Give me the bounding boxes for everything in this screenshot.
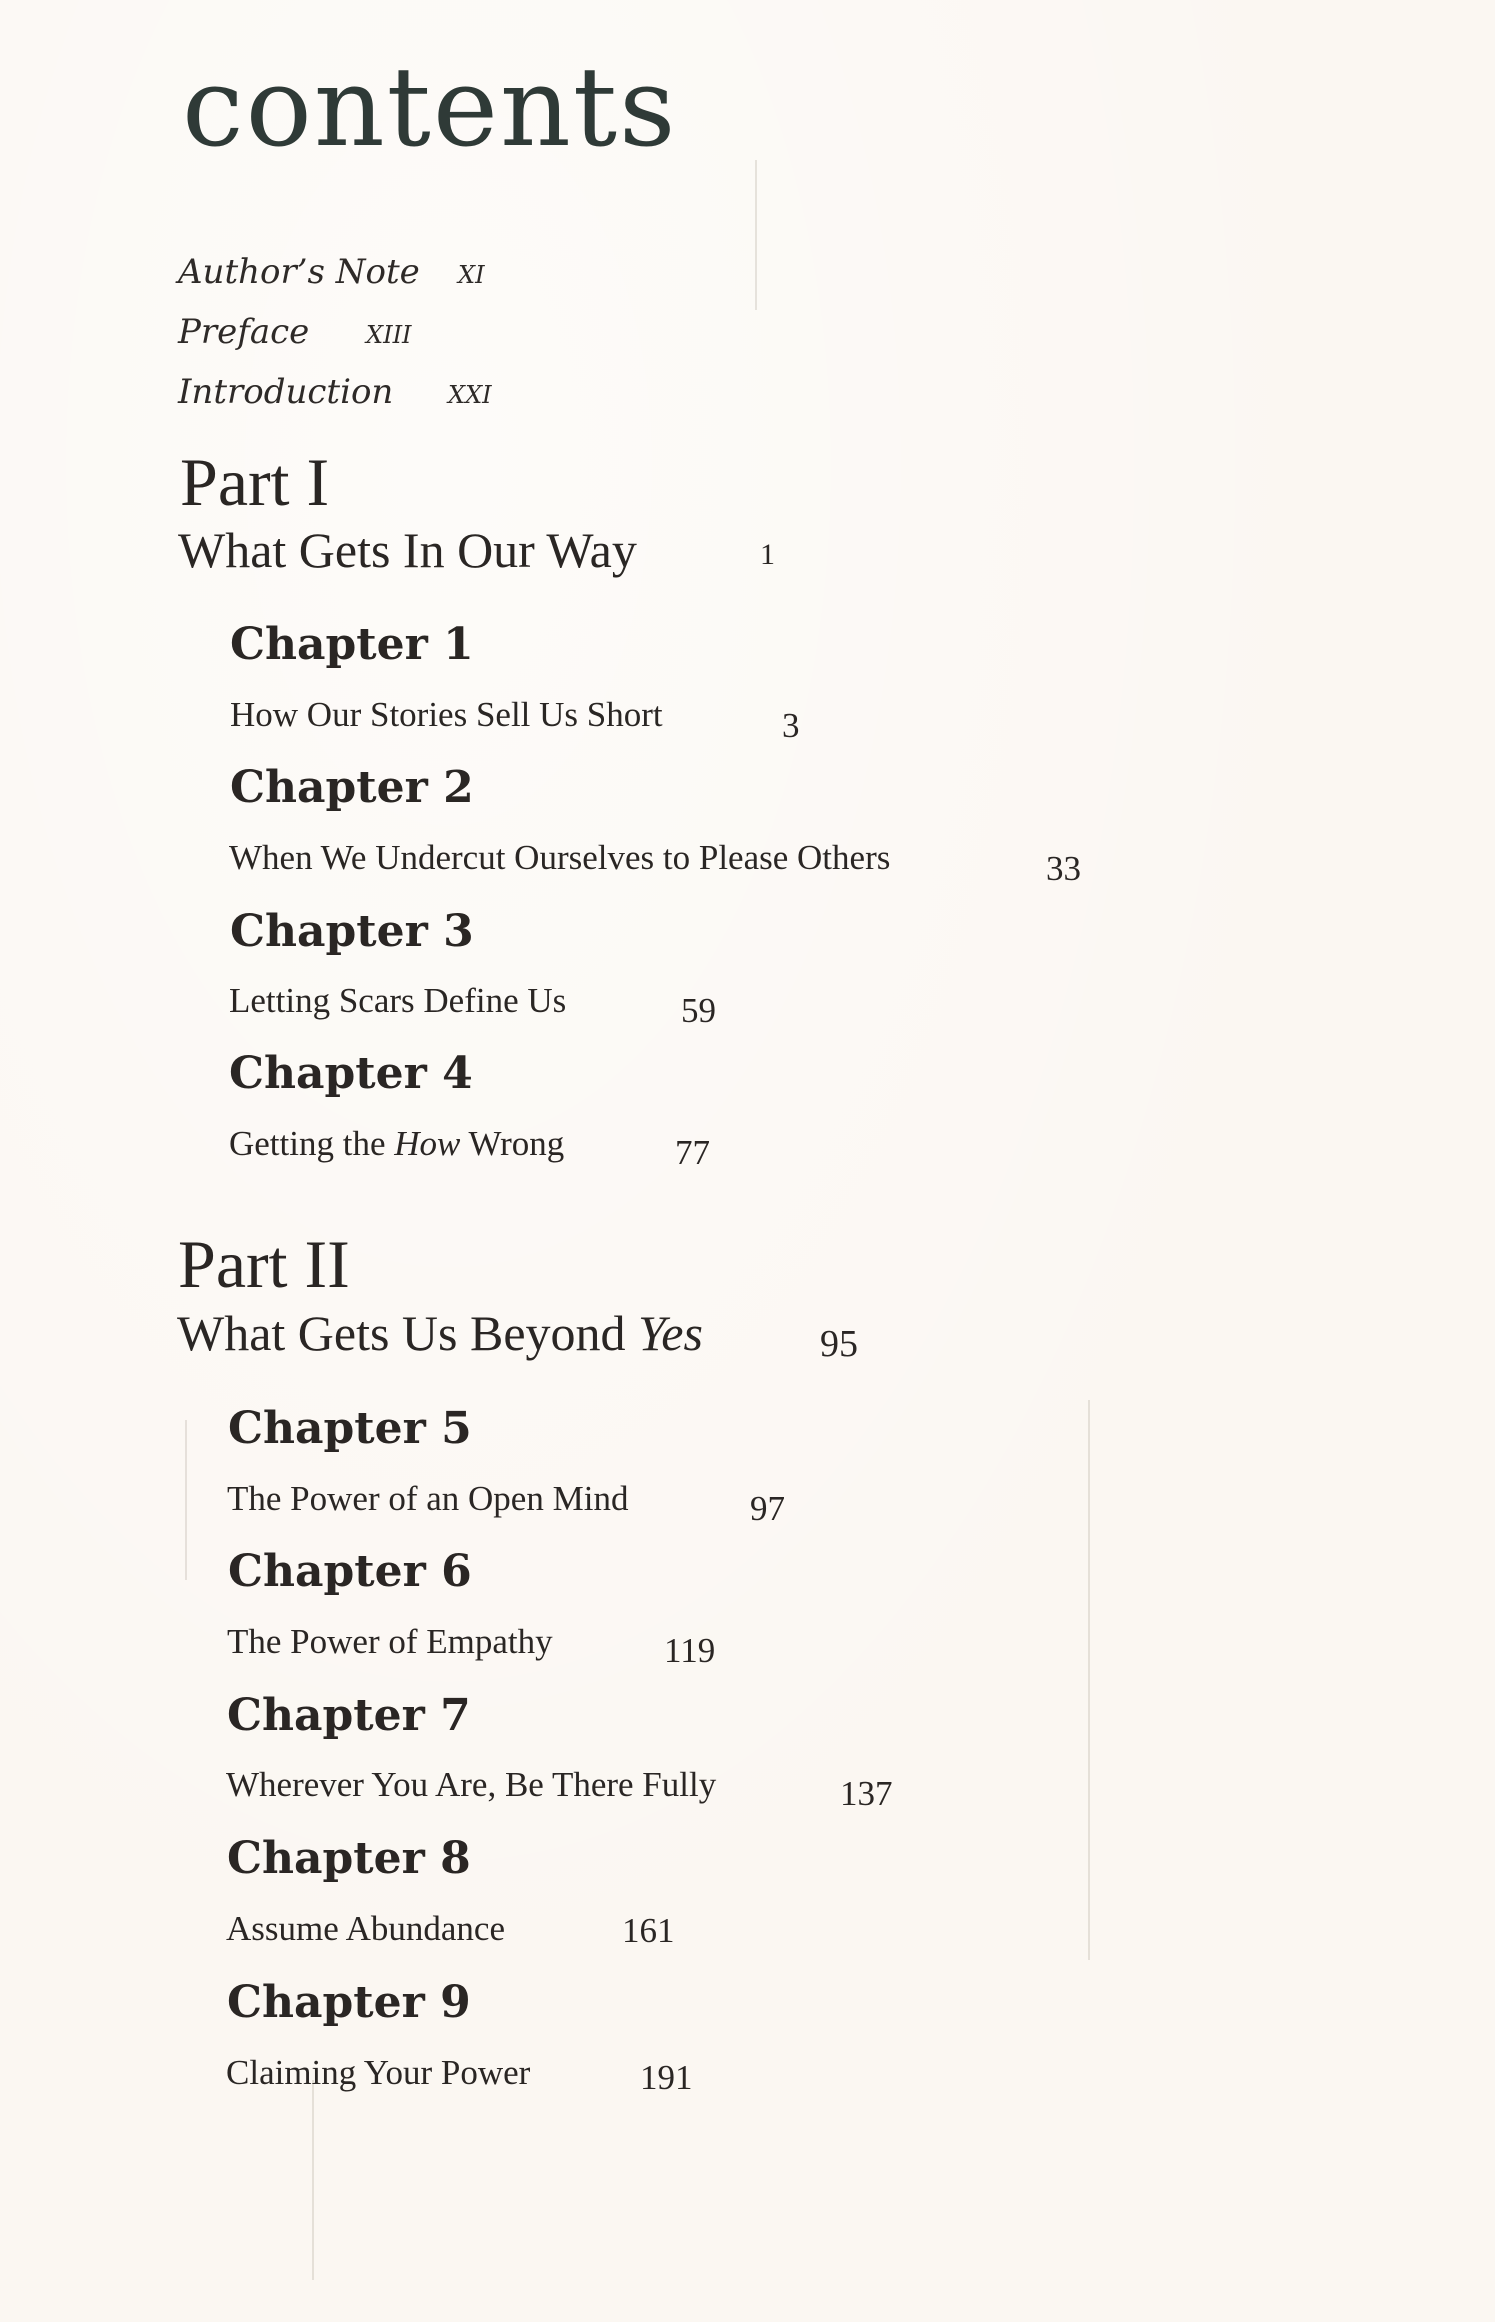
part-title-emphasis: Yes	[638, 1305, 703, 1361]
chapter-heading: Chapter 4	[229, 1048, 473, 1099]
chapter-heading: Chapter 5	[228, 1403, 472, 1454]
chapter-heading: Chapter 3	[230, 906, 474, 957]
chapter-title: Wherever You Are, Be There Fully	[226, 1765, 717, 1804]
chapter-title: Claiming Your Power	[226, 2053, 531, 2092]
chapter-title-text: Getting the	[229, 1124, 395, 1163]
chapter-title	[229, 1126, 564, 1161]
chapter-heading: Chapter 6	[228, 1546, 472, 1597]
toc-entry-label: Author’s Note	[178, 252, 420, 292]
scan-artifact	[755, 160, 757, 310]
chapter-title-text: Wrong	[460, 1124, 565, 1163]
chapter-page-number: 59	[681, 991, 716, 1030]
chapter-title-emphasis: How	[394, 1124, 461, 1163]
chapter-page-number: 3	[782, 706, 800, 745]
part-title-text: What Gets Us Beyond	[177, 1305, 639, 1361]
page-title: contents	[182, 43, 678, 171]
scan-artifact	[185, 1420, 187, 1580]
part-page-number: 1	[760, 538, 775, 571]
chapter-title: How Our Stories Sell Us Short	[230, 695, 663, 734]
scan-artifact	[1088, 1400, 1090, 1960]
part-number: Part II	[178, 1226, 350, 1302]
toc-entry-page: XXI	[448, 381, 492, 409]
chapter-heading: Chapter 8	[227, 1833, 471, 1884]
part-number: Part I	[180, 444, 330, 520]
chapter-page-number: 161	[622, 1911, 675, 1950]
chapter-heading: Chapter 1	[230, 619, 474, 670]
part-title	[177, 1305, 703, 1361]
chapter-title: The Power of an Open Mind	[227, 1479, 629, 1518]
chapter-title: When We Undercut Ourselves to Please Others	[229, 838, 891, 877]
chapter-page-number: 77	[675, 1133, 710, 1172]
toc-entry-label: Preface	[178, 312, 310, 352]
toc-entry-label: Introduction	[178, 372, 394, 412]
chapter-page-number: 119	[664, 1631, 716, 1670]
chapter-page-number: 137	[840, 1774, 893, 1813]
scan-artifact	[312, 2080, 314, 2280]
part-title: What Gets In Our Way	[178, 522, 637, 578]
chapter-heading: Chapter 7	[227, 1690, 471, 1741]
chapter-title: Letting Scars Define Us	[229, 981, 567, 1020]
chapter-title: Assume Abundance	[226, 1909, 505, 1948]
toc-entry-page: XIII	[366, 321, 412, 349]
chapter-page-number: 191	[640, 2058, 693, 2097]
chapter-page-number: 97	[750, 1489, 785, 1528]
part-page-number: 95	[820, 1323, 858, 1365]
chapter-heading: Chapter 2	[230, 762, 474, 813]
chapter-title: The Power of Empathy	[227, 1622, 553, 1661]
chapter-page-number: 33	[1046, 849, 1081, 888]
toc-entry-page: XI	[458, 261, 485, 289]
chapter-heading: Chapter 9	[227, 1977, 471, 2028]
